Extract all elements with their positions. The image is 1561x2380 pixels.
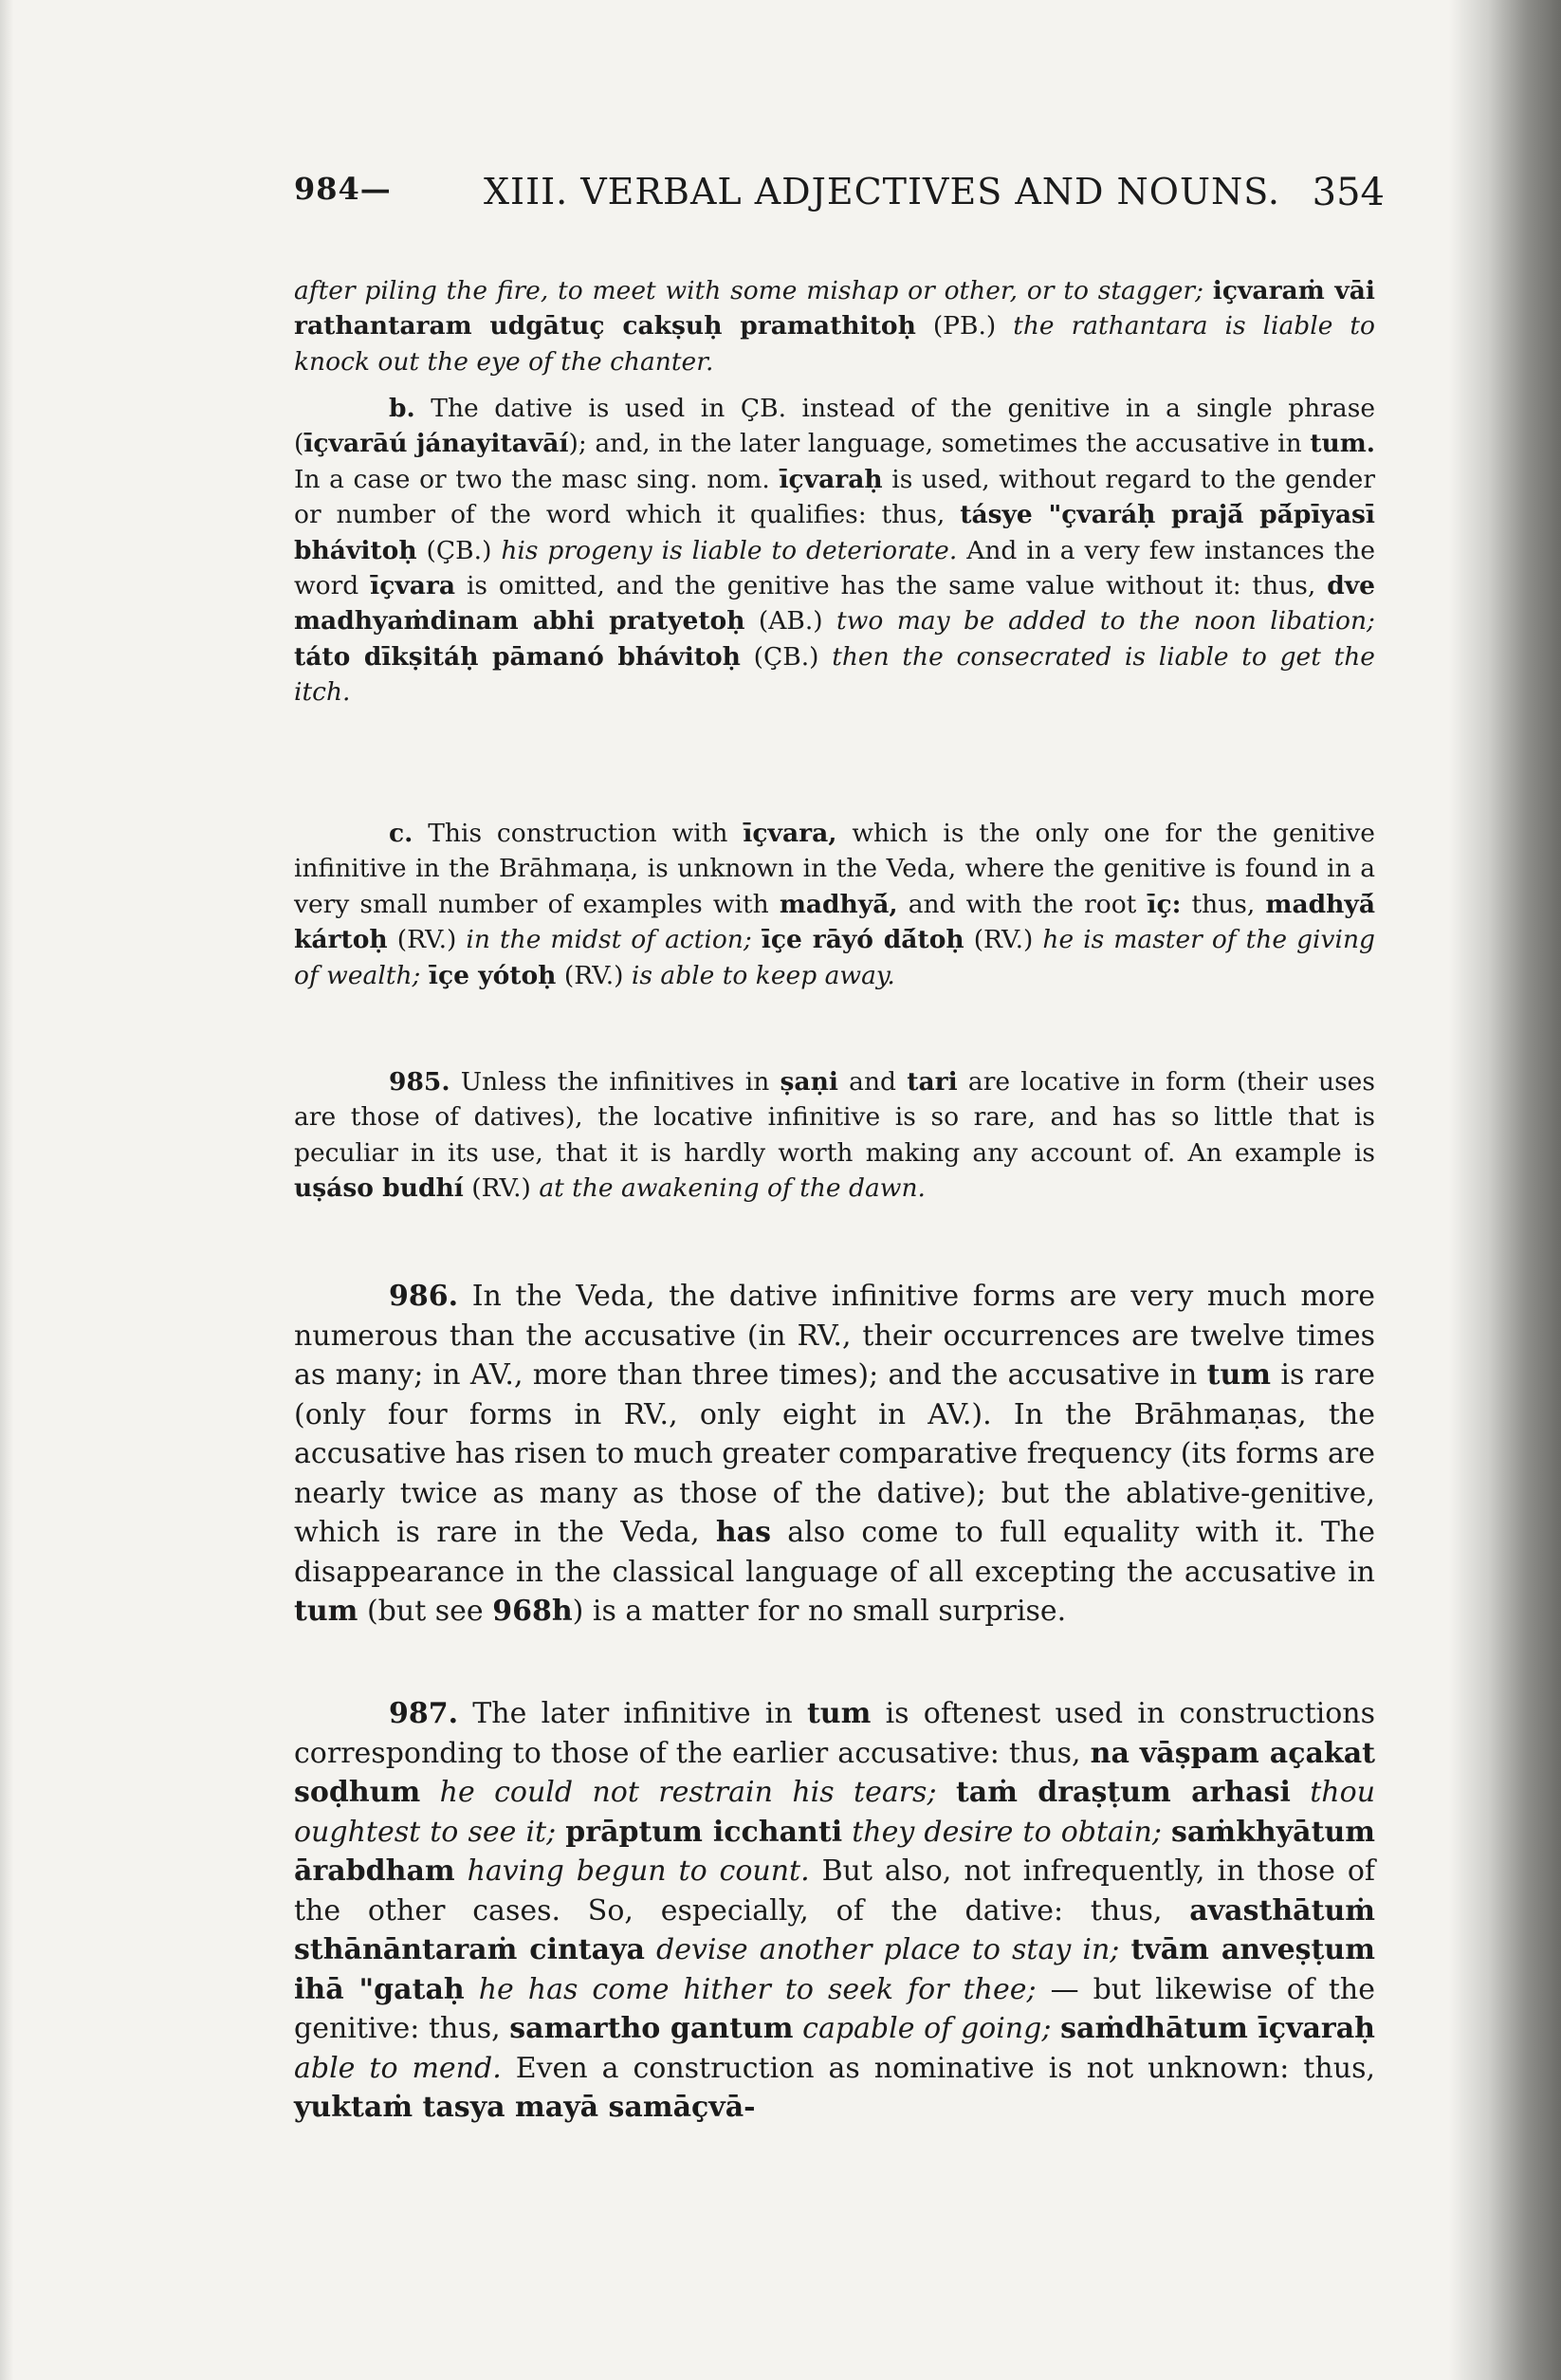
sanskrit-term: uṣáso budhí bbox=[294, 1173, 464, 1204]
sanskrit-term: 987. bbox=[389, 1697, 459, 1730]
body-run: and bbox=[837, 1067, 908, 1097]
sanskrit-term: saṁkhyātum ārabdham bbox=[294, 1815, 1375, 1888]
sanskrit-term: īçvaraḥ bbox=[779, 464, 883, 494]
sanskrit-term: içvaraṁ vāi rathantaram udgātuç cakṣuḥ pramathitoḥ bbox=[294, 276, 1375, 341]
section-number: 984— bbox=[294, 171, 392, 207]
translation-text: he is master of the giving of wealth; bbox=[294, 925, 1376, 990]
translation-text: the rathantara is liable to knock out the eye of the chanter. bbox=[294, 311, 1375, 377]
sanskrit-term: saṁdhātum īçvaraḥ bbox=[1060, 2012, 1375, 2045]
body-run bbox=[842, 1816, 852, 1849]
running-header bbox=[294, 171, 1394, 218]
sanskrit-term: tum. bbox=[1310, 429, 1376, 459]
translation-text: is able to keep away. bbox=[631, 960, 895, 990]
body-run: is rare (only four forms in RV., only eight in AV.). In the Brāhmaṇas, the accusative has risen to much greater comparative frequency (its forms are nearly twice as many as those of the dative); but the ablative-genitive, which is rare in the Veda, bbox=[294, 1358, 1375, 1549]
body-run: Even a construction as nominative is not unknown: thus, bbox=[501, 2051, 1376, 2085]
chapter-title: XIII. VERBAL ADJECTIVES AND NOUNS. bbox=[484, 171, 1280, 212]
body-run: is oftenest used in constructions corresponding to those of the earlier accusative: thus, bbox=[294, 1697, 1375, 1770]
sanskrit-term: madhyā́, bbox=[779, 889, 898, 919]
translation-text: they desire to obtain; bbox=[852, 1815, 1172, 1849]
sanskrit-term: taṁ draṣṭum arhasi bbox=[955, 1776, 1291, 1809]
sanskrit-term: prāptum icchanti bbox=[565, 1815, 843, 1849]
page-gutter-shadow bbox=[0, 0, 13, 2380]
sanskrit-term: 985. bbox=[389, 1067, 450, 1097]
paragraph bbox=[294, 1064, 1375, 1207]
body-run bbox=[465, 1973, 479, 2006]
sanskrit-term: tum bbox=[1206, 1358, 1272, 1392]
body-run: The later infinitive in bbox=[458, 1697, 807, 1730]
body-run: are locative in form (their uses are those of datives), the locative infinitive is so rare, and has so little that is peculiar in its use, that it is hardly worth making any account of. An example is bbox=[294, 1067, 1375, 1168]
sanskrit-term: b. bbox=[389, 394, 415, 423]
body-run: This construction with bbox=[413, 819, 744, 848]
paragraph bbox=[294, 1277, 1375, 1632]
sanskrit-term: samartho gantum bbox=[509, 2012, 794, 2045]
sanskrit-term: táto dīkṣitáḥ pāmanó bhávitoḥ bbox=[294, 641, 741, 672]
translation-text: he has come hither to seek for thee; bbox=[478, 1972, 1037, 2006]
body-run: (RV.) bbox=[964, 925, 1043, 955]
translation-text: devise another place to stay in; bbox=[656, 1933, 1131, 1966]
body-run: (RV.) bbox=[556, 960, 632, 990]
sanskrit-term: tum bbox=[806, 1697, 872, 1730]
sanskrit-term: īçvara bbox=[370, 571, 456, 601]
body-run: The dative is used in ÇB. instead of the genitive in a single phrase ( bbox=[294, 394, 1375, 459]
translation-text: able to mend. bbox=[294, 2051, 502, 2085]
body-run: is used, without regard to the gender or number of the word which it qualifies: thus, bbox=[294, 464, 1375, 530]
body-run: also come to full equality with it. The disappearance in the classical language of all excepting the accusative in bbox=[294, 1516, 1375, 1589]
sanskrit-term: 968h bbox=[492, 1595, 573, 1628]
page-number: 354 bbox=[1312, 171, 1385, 214]
body-run: and with the root bbox=[897, 889, 1148, 919]
body-run: ); and, in the later language, sometimes the accusative in bbox=[568, 429, 1311, 459]
translation-text: in the midst of action; bbox=[466, 925, 762, 955]
sanskrit-term: avasthātuṁ sthānāntaraṁ cintaya bbox=[294, 1893, 1375, 1966]
sanskrit-term: madhyā́ kártoḥ bbox=[294, 889, 1375, 955]
body-run: In a case or two the masc sing. nom. bbox=[294, 464, 780, 494]
body-run: In the Veda, the dative infinitive forms are very much more numerous than the accusative (in RV., their occurrences are twelve times as many; in AV., more than three times); and the accusative in bbox=[294, 1280, 1375, 1392]
sanskrit-term: c. bbox=[389, 819, 413, 848]
translation-text: his progeny is liable to deteriorate. bbox=[501, 535, 958, 565]
body-run: thus, bbox=[1181, 889, 1266, 919]
sanskrit-term: dve madhyaṁdinam abhi pratyetoḥ bbox=[294, 571, 1375, 637]
sanskrit-term: tvām anveṣṭum ihā "gataḥ bbox=[294, 1933, 1375, 2006]
translation-text: having begun to count. bbox=[467, 1854, 810, 1888]
body-run: (ÇB.) bbox=[416, 535, 502, 565]
body-run bbox=[455, 1854, 468, 1888]
sanskrit-term: 986. bbox=[389, 1280, 459, 1313]
body-run: (AB.) bbox=[744, 606, 837, 637]
sanskrit-term: has bbox=[715, 1516, 771, 1549]
translation-text: after piling the fire, to meet with some mishap or other, or to stagger; bbox=[294, 276, 1213, 305]
sanskrit-term: īçvarāú jánayitavāí bbox=[303, 429, 569, 459]
paragraph bbox=[294, 273, 1375, 379]
paragraph bbox=[294, 816, 1375, 993]
body-run: — but likewise of the genitive: thus, bbox=[294, 1972, 1376, 2045]
translation-text: at the awakening of the dawn. bbox=[539, 1173, 926, 1204]
body-run: But also, not infrequently, in those of the other cases. So, especially, of the dative: thus, bbox=[294, 1854, 1376, 1928]
body-run: (ÇB.) bbox=[740, 641, 833, 672]
body-run: (PB.) bbox=[915, 311, 1014, 341]
sanskrit-term: īçvara, bbox=[743, 819, 837, 848]
sanskrit-term: tum bbox=[294, 1595, 358, 1628]
body-run bbox=[645, 1933, 656, 1966]
body-run: which is the only one for the genitive infinitive in the Brāhmaṇa, is unknown in the Veda, where the genitive is found in a very small number of examples with bbox=[294, 819, 1375, 919]
sanskrit-term: tásye "çvaráḥ prajā́ pā́pīyasī bhávitoḥ bbox=[294, 500, 1375, 565]
page-edge-shadow bbox=[1449, 0, 1561, 2380]
sanskrit-term: yuktaṁ tasya mayā samāçvā- bbox=[294, 2091, 756, 2124]
body-run: (RV.) bbox=[463, 1173, 540, 1204]
paragraph bbox=[294, 1694, 1375, 2128]
translation-text: he could not restrain his tears; bbox=[439, 1776, 956, 1809]
translation-text: two may be added to the noon libation; bbox=[836, 606, 1375, 637]
paragraph bbox=[294, 391, 1375, 710]
sanskrit-term: ṣaṇi bbox=[780, 1067, 838, 1097]
translation-text: capable of going; bbox=[802, 2012, 1061, 2045]
body-run: Unless the infinitives in bbox=[450, 1067, 780, 1097]
sanskrit-term: na vāṣpam açakat soḍhum bbox=[294, 1736, 1375, 1809]
translation-text: then the consecrated is liable to get the itch. bbox=[294, 641, 1375, 708]
sanskrit-term: īçe yótoḥ bbox=[428, 960, 557, 990]
body-run: is omitted, and the genitive has the same value without it: thus, bbox=[455, 571, 1328, 601]
body-run bbox=[420, 1776, 439, 1809]
body-run bbox=[793, 2012, 802, 2045]
translation-text: thou oughtest to see it; bbox=[294, 1776, 1376, 1849]
body-run: And in a very few instances the word bbox=[294, 535, 1375, 601]
body-run bbox=[1291, 1776, 1310, 1809]
body-run: (but see bbox=[358, 1595, 493, 1628]
body-run: (RV.) bbox=[387, 925, 467, 955]
sanskrit-term: tari bbox=[907, 1067, 958, 1097]
sanskrit-term: īç: bbox=[1147, 889, 1182, 919]
sanskrit-term: īçe rāyó dā́toḥ bbox=[761, 925, 964, 955]
body-run: ) is a matter for no small surprise. bbox=[572, 1595, 1067, 1628]
